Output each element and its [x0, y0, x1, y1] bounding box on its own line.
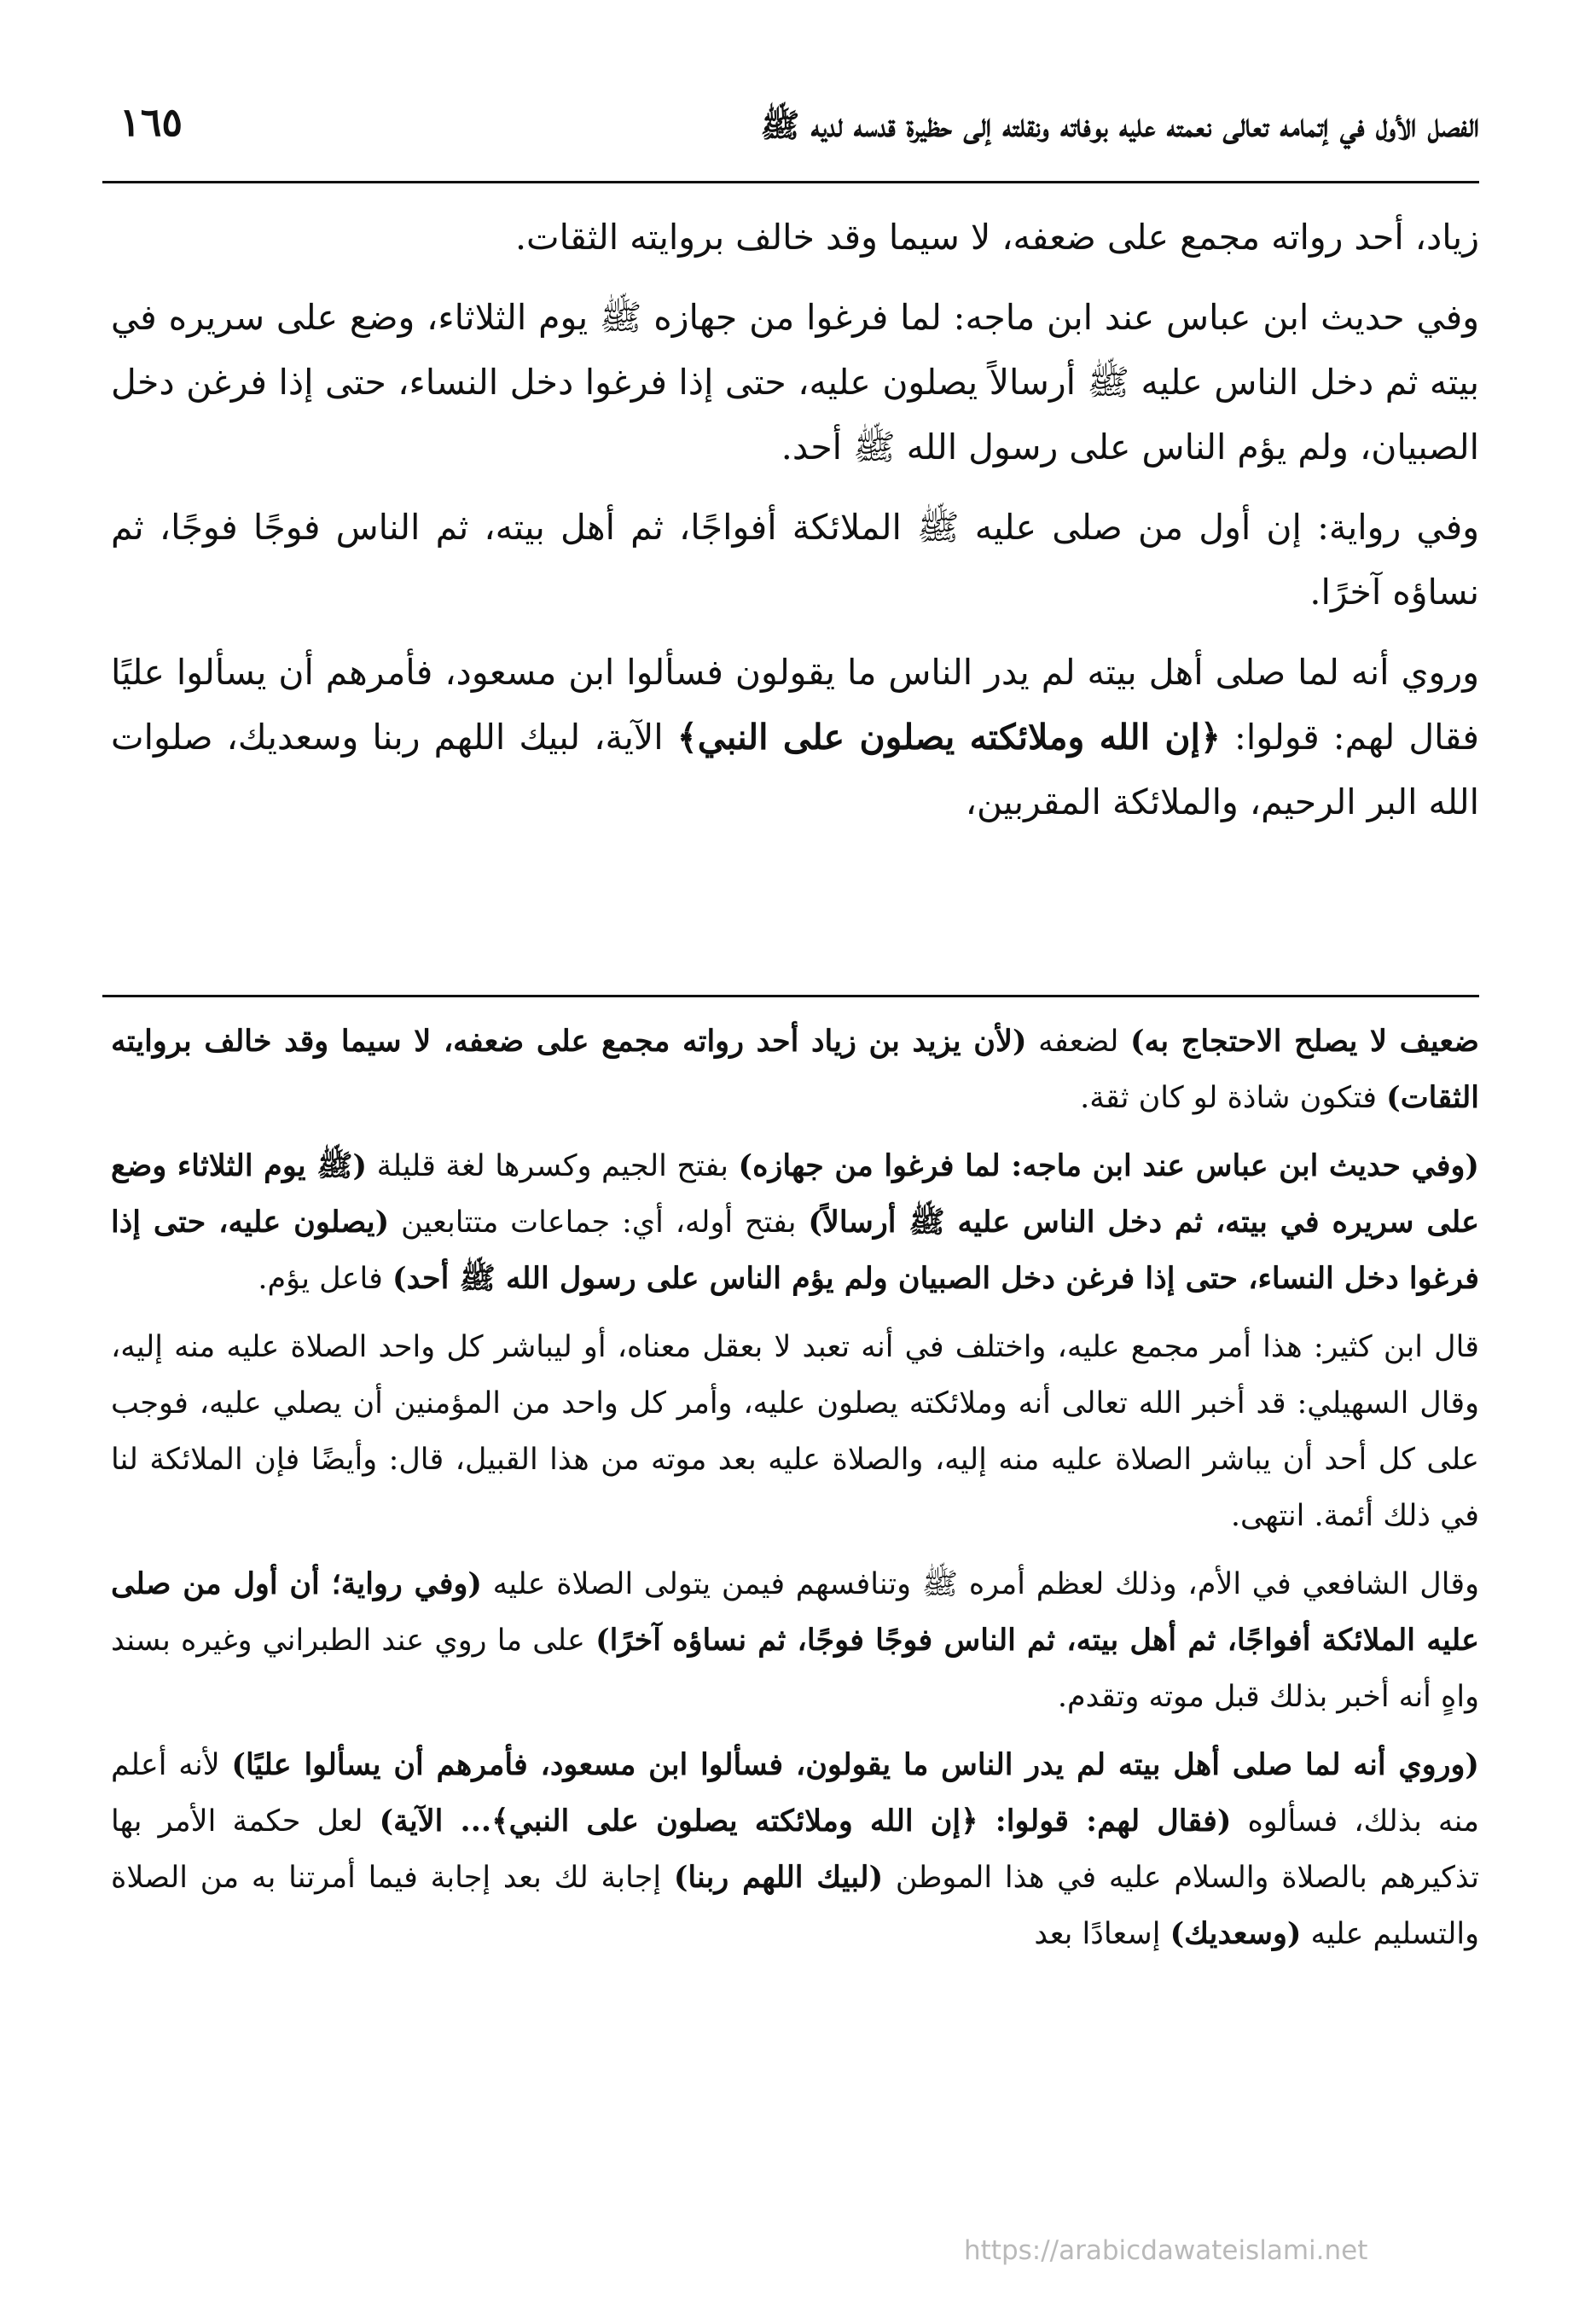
- commentary-text: لأنه أعلم منه بذلك، فسألوه: [111, 1748, 1479, 1839]
- commentary-text: فتكون شاذة لو كان ثقة.: [1080, 1081, 1387, 1115]
- running-header: [102, 94, 1479, 171]
- commentary-text: إسعادًا بعد: [1034, 1917, 1170, 1951]
- commentary-quote: (يصلون عليه، حتى إذا فرغوا دخل النساء، حتى إذا فرغن دخل الصبيان ولم يؤم الناس على رسول الله ﷺ أحد): [111, 1205, 1479, 1296]
- main-text: [111, 205, 1479, 850]
- commentary-text: بفتح أوله، أي: جماعات متتابعين: [389, 1206, 809, 1240]
- main-paragraph-4-text-b: الآية، لبيك اللهم ربنا وسعديك، صلوات الله البر الرحيم، والملائكة المقربين،: [111, 717, 1479, 822]
- chapter-title: الفصل الأول في إتمامه تعالى نعمته عليه بوفاته ونقلته إلى حظيرة قدسه لديه ﷺ: [760, 106, 1479, 144]
- commentary-quote: (وروي أنه لما صلى أهل بيته لم يدر الناس ما يقولون، فسألوا ابن مسعود، فأمرهم أن يسألوا عليًا): [231, 1747, 1479, 1782]
- footnote-separator: [102, 995, 1479, 997]
- commentary-text: بفتح الجيم وكسرها لغة قليلة: [367, 1149, 739, 1183]
- commentary-quote: (وسعديك): [1170, 1916, 1302, 1951]
- commentary-paragraph-5: [111, 1737, 1479, 1962]
- main-paragraph-4-text-a: وروي أنه لما صلى أهل بيته لم يدر الناس ما يقولون فسألوا ابن مسعود، فأمرهم أن يسألوا عليًا فقال لهم: قولوا:: [111, 652, 1479, 758]
- commentary-text: على ما روي عند الطبراني وغيره بسند واهٍ أنه أخبر بذلك قبل موته وتقدم.: [111, 1624, 1479, 1714]
- commentary-quote: (ﷺ يوم الثلاثاء وضع على سريره في بيته، ثم دخل الناس عليه ﷺ أرسالاً): [111, 1148, 1480, 1240]
- commentary-paragraph-3: قال ابن كثير: هذا أمر مجمع عليه، واختلف في أنه تعبد لا بعقل معناه، أو ليباشر كل واحد الصلاة عليه منه إليه، وقال السهيلي: قد أخبر الله تعالى أنه وملائكته يصلون عليه، وأمر كل واحد من المؤمنين أن يصلي عليه، فوجب على كل أحد أن يباشر الصلاة عليه منه إليه، والصلاة عليه بعد موته من هذا القبيل، قال: وأيضًا فإن الملائكة لنا في ذلك أئمة. انتهى.: [111, 1330, 1479, 1533]
- commentary-text: إجابة لك بعد إجابة فيما أمرتنا به من الصلاة والتسليم عليه: [111, 1861, 1479, 1951]
- header-rule: [102, 181, 1479, 183]
- main-paragraph-2: وفي حديث ابن عباس عند ابن ماجه: لما فرغوا من جهازه ﷺ يوم الثلاثاء، وضع على سريره في بيته ثم دخل الناس عليه ﷺ أرسالاً يصلون عليه، حتى إذا فرغوا دخل النساء، حتى إذا فرغن دخل الصبيان، ولم يؤم الناس على رسول الله ﷺ أحد.: [111, 297, 1479, 468]
- commentary-quote: (وفي رواية؛ أن أول من صلى عليه الملائكة أفواجًا، ثم أهل بيته، ثم الناس فوجًا فوجًا، ثم نساؤه آخرًا): [111, 1566, 1479, 1658]
- commentary-quote: ضعيف لا يصلح الاحتجاج به): [1130, 1024, 1479, 1059]
- main-paragraph-1: زياد، أحد رواته مجمع على ضعفه، لا سيما وقد خالف بروايته الثقات.: [514, 217, 1479, 258]
- commentary-quote: (وفي حديث ابن عباس عند ابن ماجه: لما فرغوا من جهازه): [738, 1148, 1479, 1183]
- commentary-text: لضعفه: [1026, 1025, 1131, 1059]
- page-number: ١٦٥: [119, 99, 183, 145]
- commentary-text: لعل حكمة الأمر بها تذكيرهم بالصلاة والسلام عليه في هذا الموطن: [111, 1804, 1479, 1895]
- main-paragraph-3: وفي رواية: إن أول من صلى عليه ﷺ الملائكة أفواجًا، ثم أهل بيته، ثم الناس فوجًا فوجًا، ثم نساؤه آخرًا.: [111, 507, 1479, 613]
- commentary-text: فاعل يؤم.: [258, 1262, 393, 1296]
- commentary-text: وقال الشافعي في الأم، وذلك لعظم أمره ﷺ وتنافسهم فيمن يتولى الصلاة عليه: [481, 1567, 1479, 1601]
- watermark-url: https://arabicdawateislami.net: [964, 2235, 1368, 2266]
- commentary-quote: (لبيك اللهم ربنا): [673, 1860, 884, 1895]
- main-paragraph-4: [111, 640, 1479, 834]
- commentary: [111, 1014, 1479, 1974]
- commentary-quote: (لأن يزيد بن زياد أحد رواته مجمع على ضعفه، لا سيما وقد خالف بروايته الثقات): [111, 1024, 1479, 1115]
- commentary-quote: (فقال لهم: قولوا: ﴿إن الله وملائكته يصلون على النبي﴾... الآية): [379, 1804, 1232, 1839]
- commentary-paragraph-4: [111, 1556, 1479, 1725]
- commentary-paragraph-2: [111, 1138, 1479, 1307]
- quran-quote: ﴿إن الله وملائكته يصلون على النبي﴾: [676, 717, 1221, 758]
- commentary-paragraph-1: [111, 1014, 1479, 1126]
